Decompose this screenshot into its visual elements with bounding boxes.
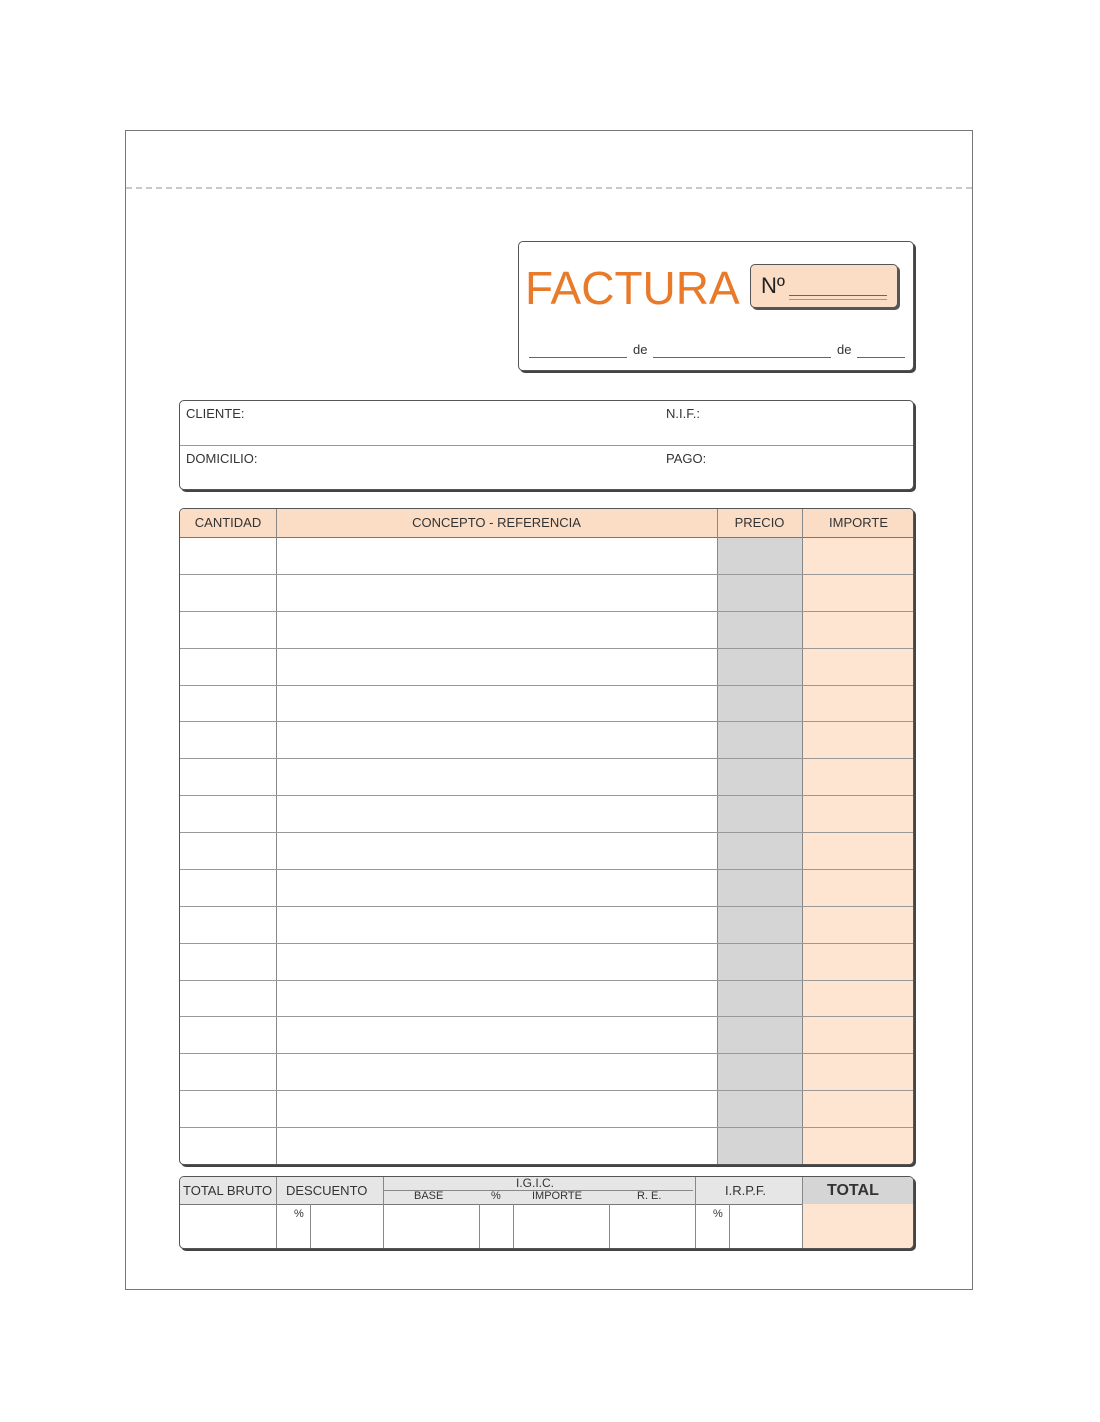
invoice-number-line xyxy=(789,295,887,296)
item-row-line xyxy=(180,685,913,686)
domicilio-label: DOMICILIO: xyxy=(186,451,258,466)
column-divider xyxy=(276,509,277,1164)
re-label: R. E. xyxy=(637,1190,662,1202)
invoice-number-label: Nº xyxy=(761,273,785,298)
item-row-line xyxy=(180,1016,913,1017)
totals-divider xyxy=(276,1177,277,1248)
totals-divider xyxy=(695,1177,696,1248)
column-divider xyxy=(717,509,718,1164)
item-row-line xyxy=(180,758,913,759)
item-row-line xyxy=(180,648,913,649)
totals-box xyxy=(179,1176,914,1249)
perforation-line xyxy=(126,187,972,189)
invoice-number-line-2 xyxy=(789,299,887,300)
item-row-line xyxy=(180,980,913,981)
item-row-line xyxy=(180,906,913,907)
precio-column-fill xyxy=(717,537,802,1164)
totals-subdivider xyxy=(479,1204,480,1248)
date-de-1: de xyxy=(633,342,648,357)
item-row-line xyxy=(180,1127,913,1128)
irpf-pct-label: % xyxy=(713,1208,723,1220)
total-value-fill[interactable] xyxy=(802,1204,913,1248)
descuento-label: DESCUENTO xyxy=(286,1183,368,1198)
igic-label: I.G.I.C. xyxy=(516,1176,555,1190)
invoice-sheet xyxy=(125,130,973,1290)
item-row-line xyxy=(180,795,913,796)
base-label: BASE xyxy=(414,1190,444,1202)
descuento-pct-label: % xyxy=(294,1208,304,1220)
importe-column-fill xyxy=(802,537,913,1164)
date-de-2: de xyxy=(837,342,852,357)
title-box xyxy=(518,241,914,371)
total-bruto-label: TOTAL BRUTO xyxy=(183,1183,273,1198)
total-label: TOTAL xyxy=(827,1182,879,1199)
item-row-line xyxy=(180,611,913,612)
item-row-line xyxy=(180,1053,913,1054)
igic-pct-label: % xyxy=(491,1190,501,1202)
item-row-line xyxy=(180,869,913,870)
totals-subdivider xyxy=(513,1204,514,1248)
item-row-line xyxy=(180,832,913,833)
irpf-label: I.R.P.F. xyxy=(725,1183,766,1198)
header-cantidad: CANTIDAD xyxy=(194,515,262,530)
client-separator xyxy=(180,445,913,446)
header-importe: IMPORTE xyxy=(829,515,888,530)
header-concepto: CONCEPTO - REFERENCIA xyxy=(412,515,581,530)
client-box xyxy=(179,400,914,490)
totals-subdivider xyxy=(609,1204,610,1248)
invoice-number-field[interactable] xyxy=(750,264,898,308)
totals-divider xyxy=(383,1177,384,1248)
igic-importe-label: IMPORTE xyxy=(532,1190,582,1202)
header-precio: PRECIO xyxy=(734,515,785,530)
items-table xyxy=(179,508,914,1165)
item-row-line xyxy=(180,721,913,722)
date-year-line[interactable] xyxy=(857,357,905,358)
invoice-title: FACTURA xyxy=(525,262,740,314)
totals-divider xyxy=(802,1177,803,1248)
item-row-line xyxy=(180,1090,913,1091)
items-table-header xyxy=(180,509,913,538)
pago-label: PAGO: xyxy=(666,451,707,466)
totals-subdivider xyxy=(729,1204,730,1248)
date-day-line[interactable] xyxy=(529,357,627,358)
nif-label: N.I.F.: xyxy=(666,406,700,421)
date-month-line[interactable] xyxy=(653,357,831,358)
item-row-line xyxy=(180,574,913,575)
column-divider xyxy=(802,509,803,1164)
cliente-label: CLIENTE: xyxy=(186,406,245,421)
igic-subheader-line xyxy=(383,1190,693,1191)
totals-subdivider xyxy=(310,1204,311,1248)
item-row-line xyxy=(180,943,913,944)
